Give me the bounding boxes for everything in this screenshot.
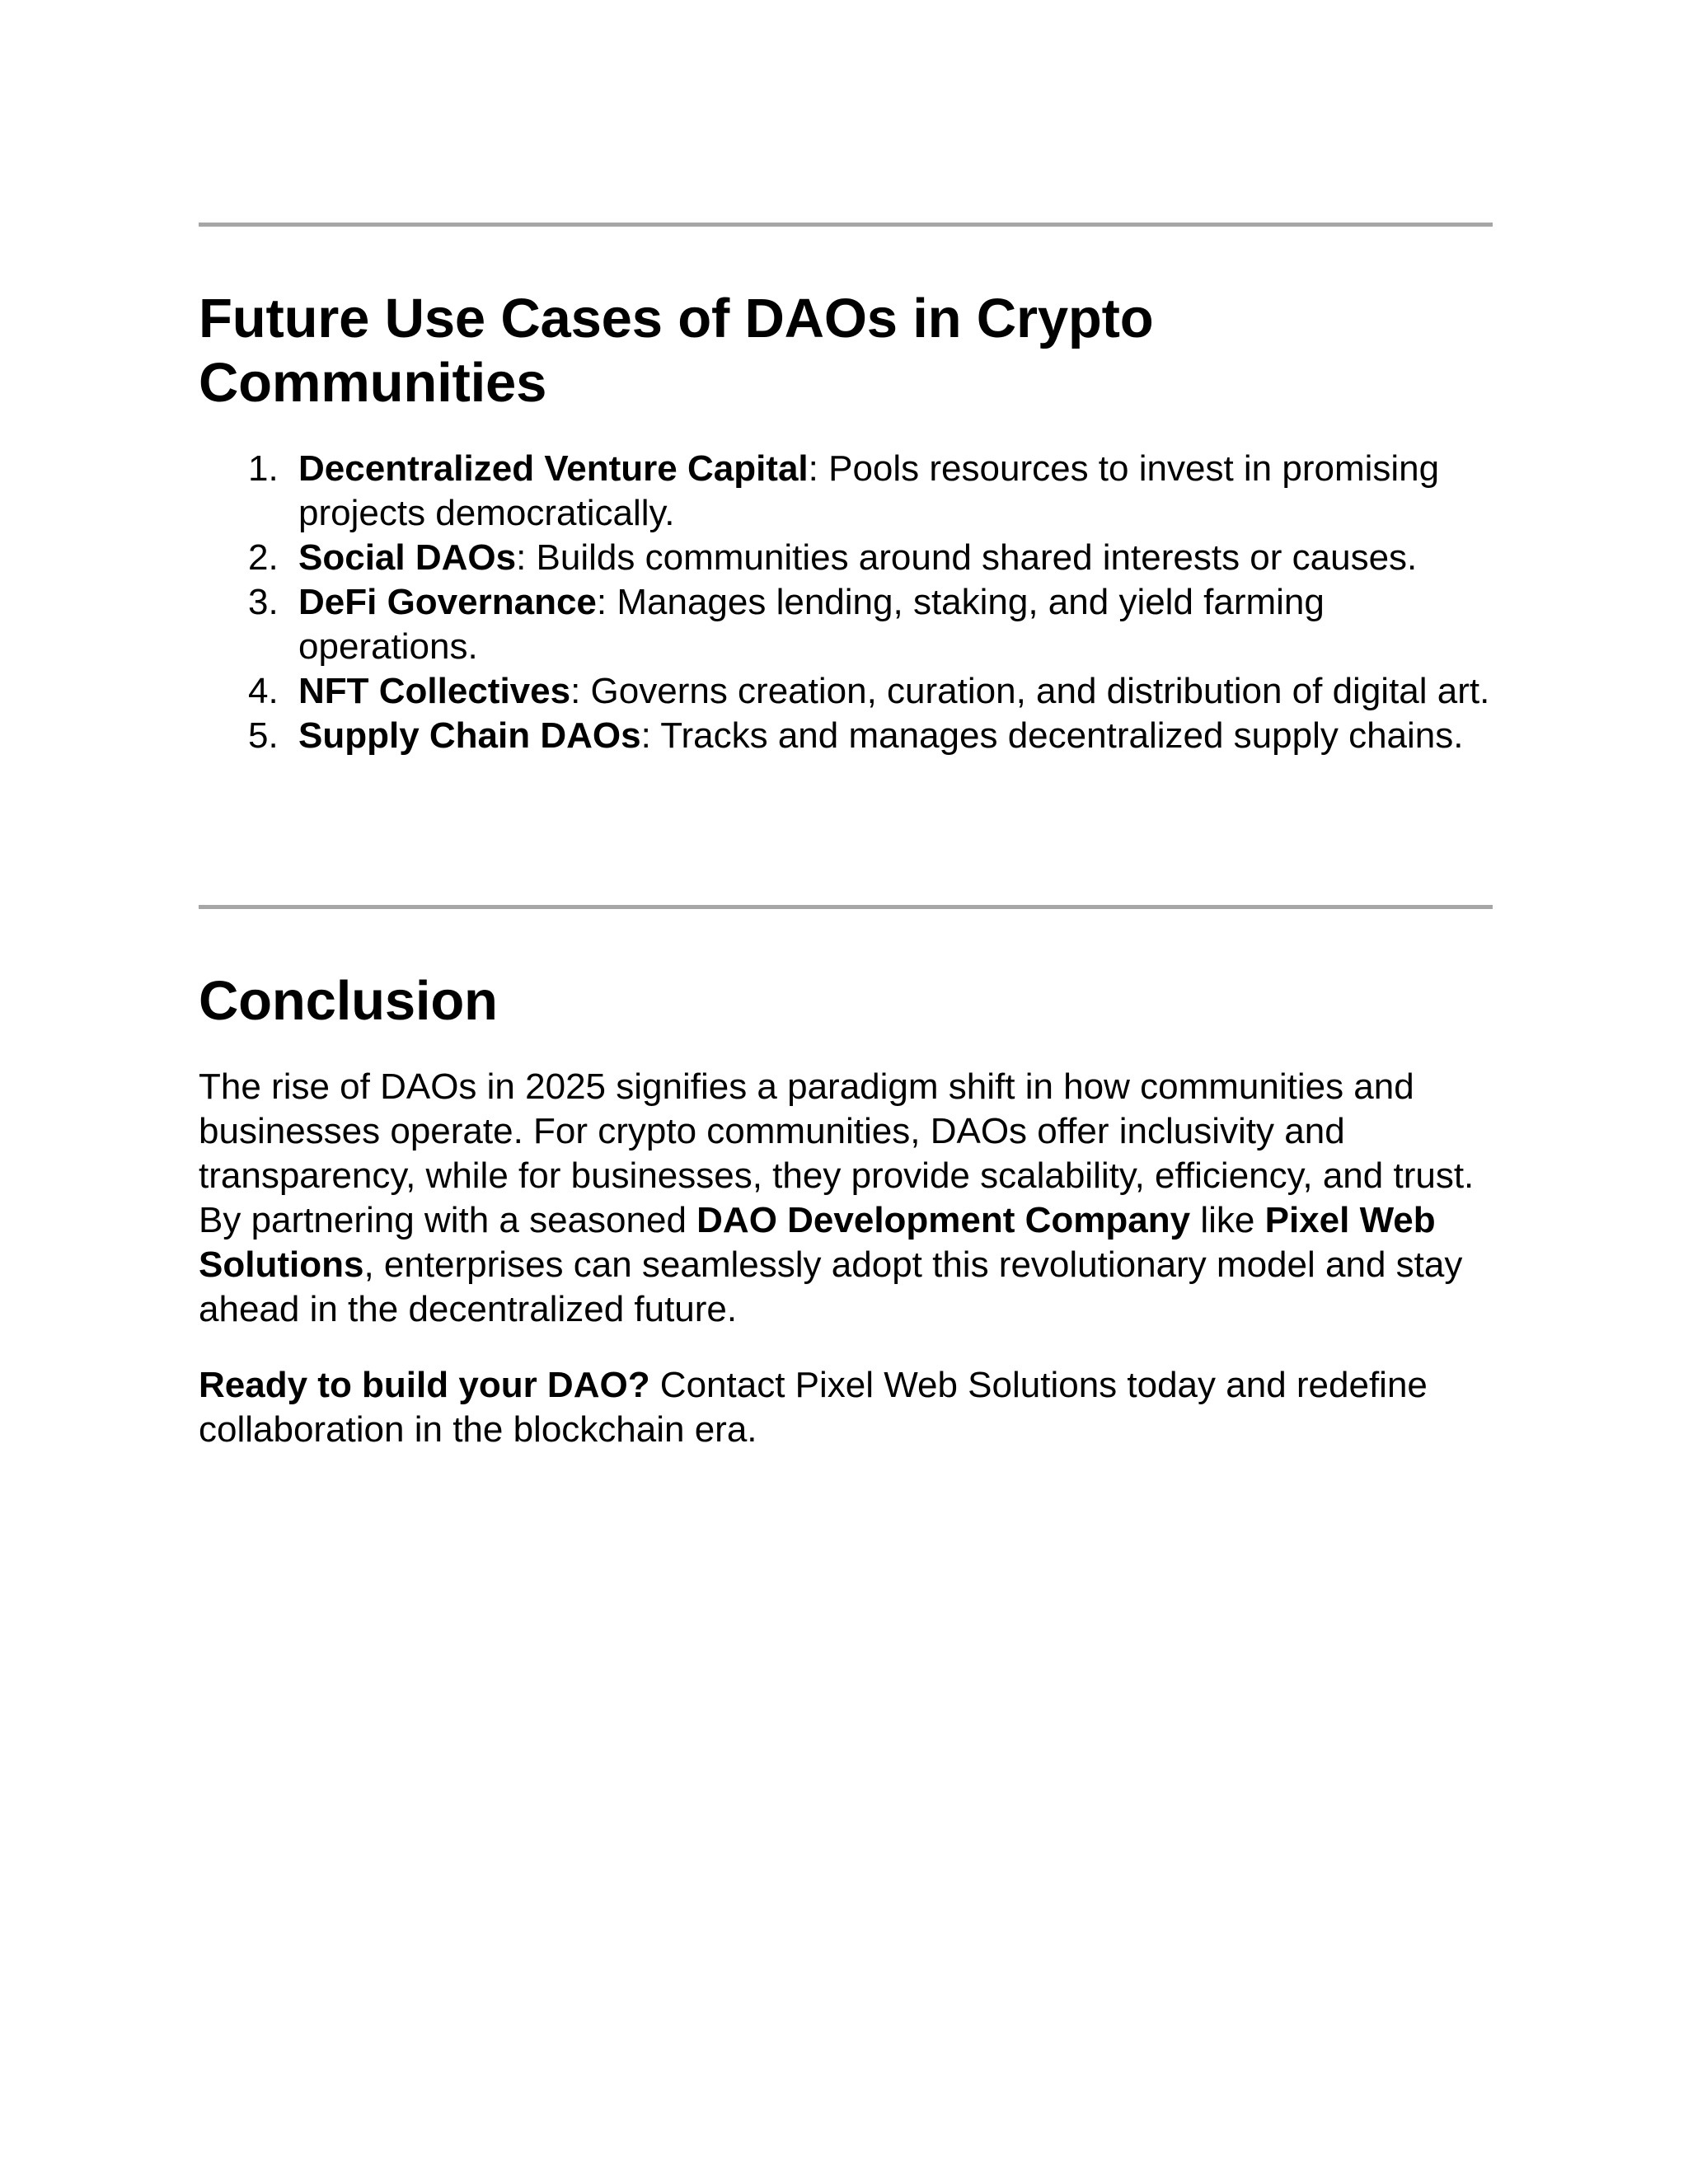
list-item [199,669,1509,714]
conclusion-paragraph [199,1065,1509,1332]
list-term: NFT Collectives [298,671,571,711]
list-desc: : Builds communities around shared interests or causes. [516,537,1418,578]
list-number: 2. [248,537,279,578]
list-number: 5. [248,715,279,756]
list-number: 4. [248,671,279,711]
list-desc: : Tracks and manages decentralized supply chains. [640,715,1464,756]
list-number: 3. [248,582,279,622]
list-item [199,536,1509,580]
list-term: Decentralized Venture Capital [298,448,809,489]
list-desc: : Governs creation, curation, and distribution of digital art. [570,671,1490,711]
section-title-conclusion: Conclusion [199,970,498,1032]
list-desc: : Manages lending, staking, and yield farming operations. [298,582,1325,667]
list-item [199,580,1509,669]
horizontal-rule-middle [199,905,1493,909]
use-cases-list [199,447,1509,758]
call-to-action-paragraph [199,1363,1509,1452]
list-number: 1. [248,448,279,489]
list-term: Supply Chain DAOs [298,715,641,756]
paragraph-text: , enterprises can seamlessly adopt this revolutionary model and stay ahead in the decentralized future. [199,1244,1463,1329]
list-term: Social DAOs [298,537,517,578]
paragraph-text: like [1190,1200,1265,1240]
horizontal-rule-top [199,223,1493,227]
section-title-use-cases: Future Use Cases of DAOs in Crypto Communities [199,288,1154,414]
list-desc: : Pools resources to invest in promising projects democratically. [298,448,1440,533]
company-type-bold: DAO Development Company [696,1200,1191,1240]
list-term: DeFi Governance [298,582,597,622]
company-name-bold: Pixel Web Solutions [199,1200,1436,1285]
paragraph-text: The rise of DAOs in 2025 signifies a paradigm shift in how communities and businesses operate. For crypto communities, DAOs offer inclusivity and transparency, while for businesses, they provide scalability, efficiency, and trust. By partnering with a seasoned [199,1066,1475,1240]
cta-bold: Ready to build your DAO? [199,1365,650,1405]
list-item [199,447,1509,536]
paragraph-text: Contact Pixel Web Solutions today and redefine collaboration in the blockchain era. [199,1365,1428,1450]
list-item [199,714,1509,758]
